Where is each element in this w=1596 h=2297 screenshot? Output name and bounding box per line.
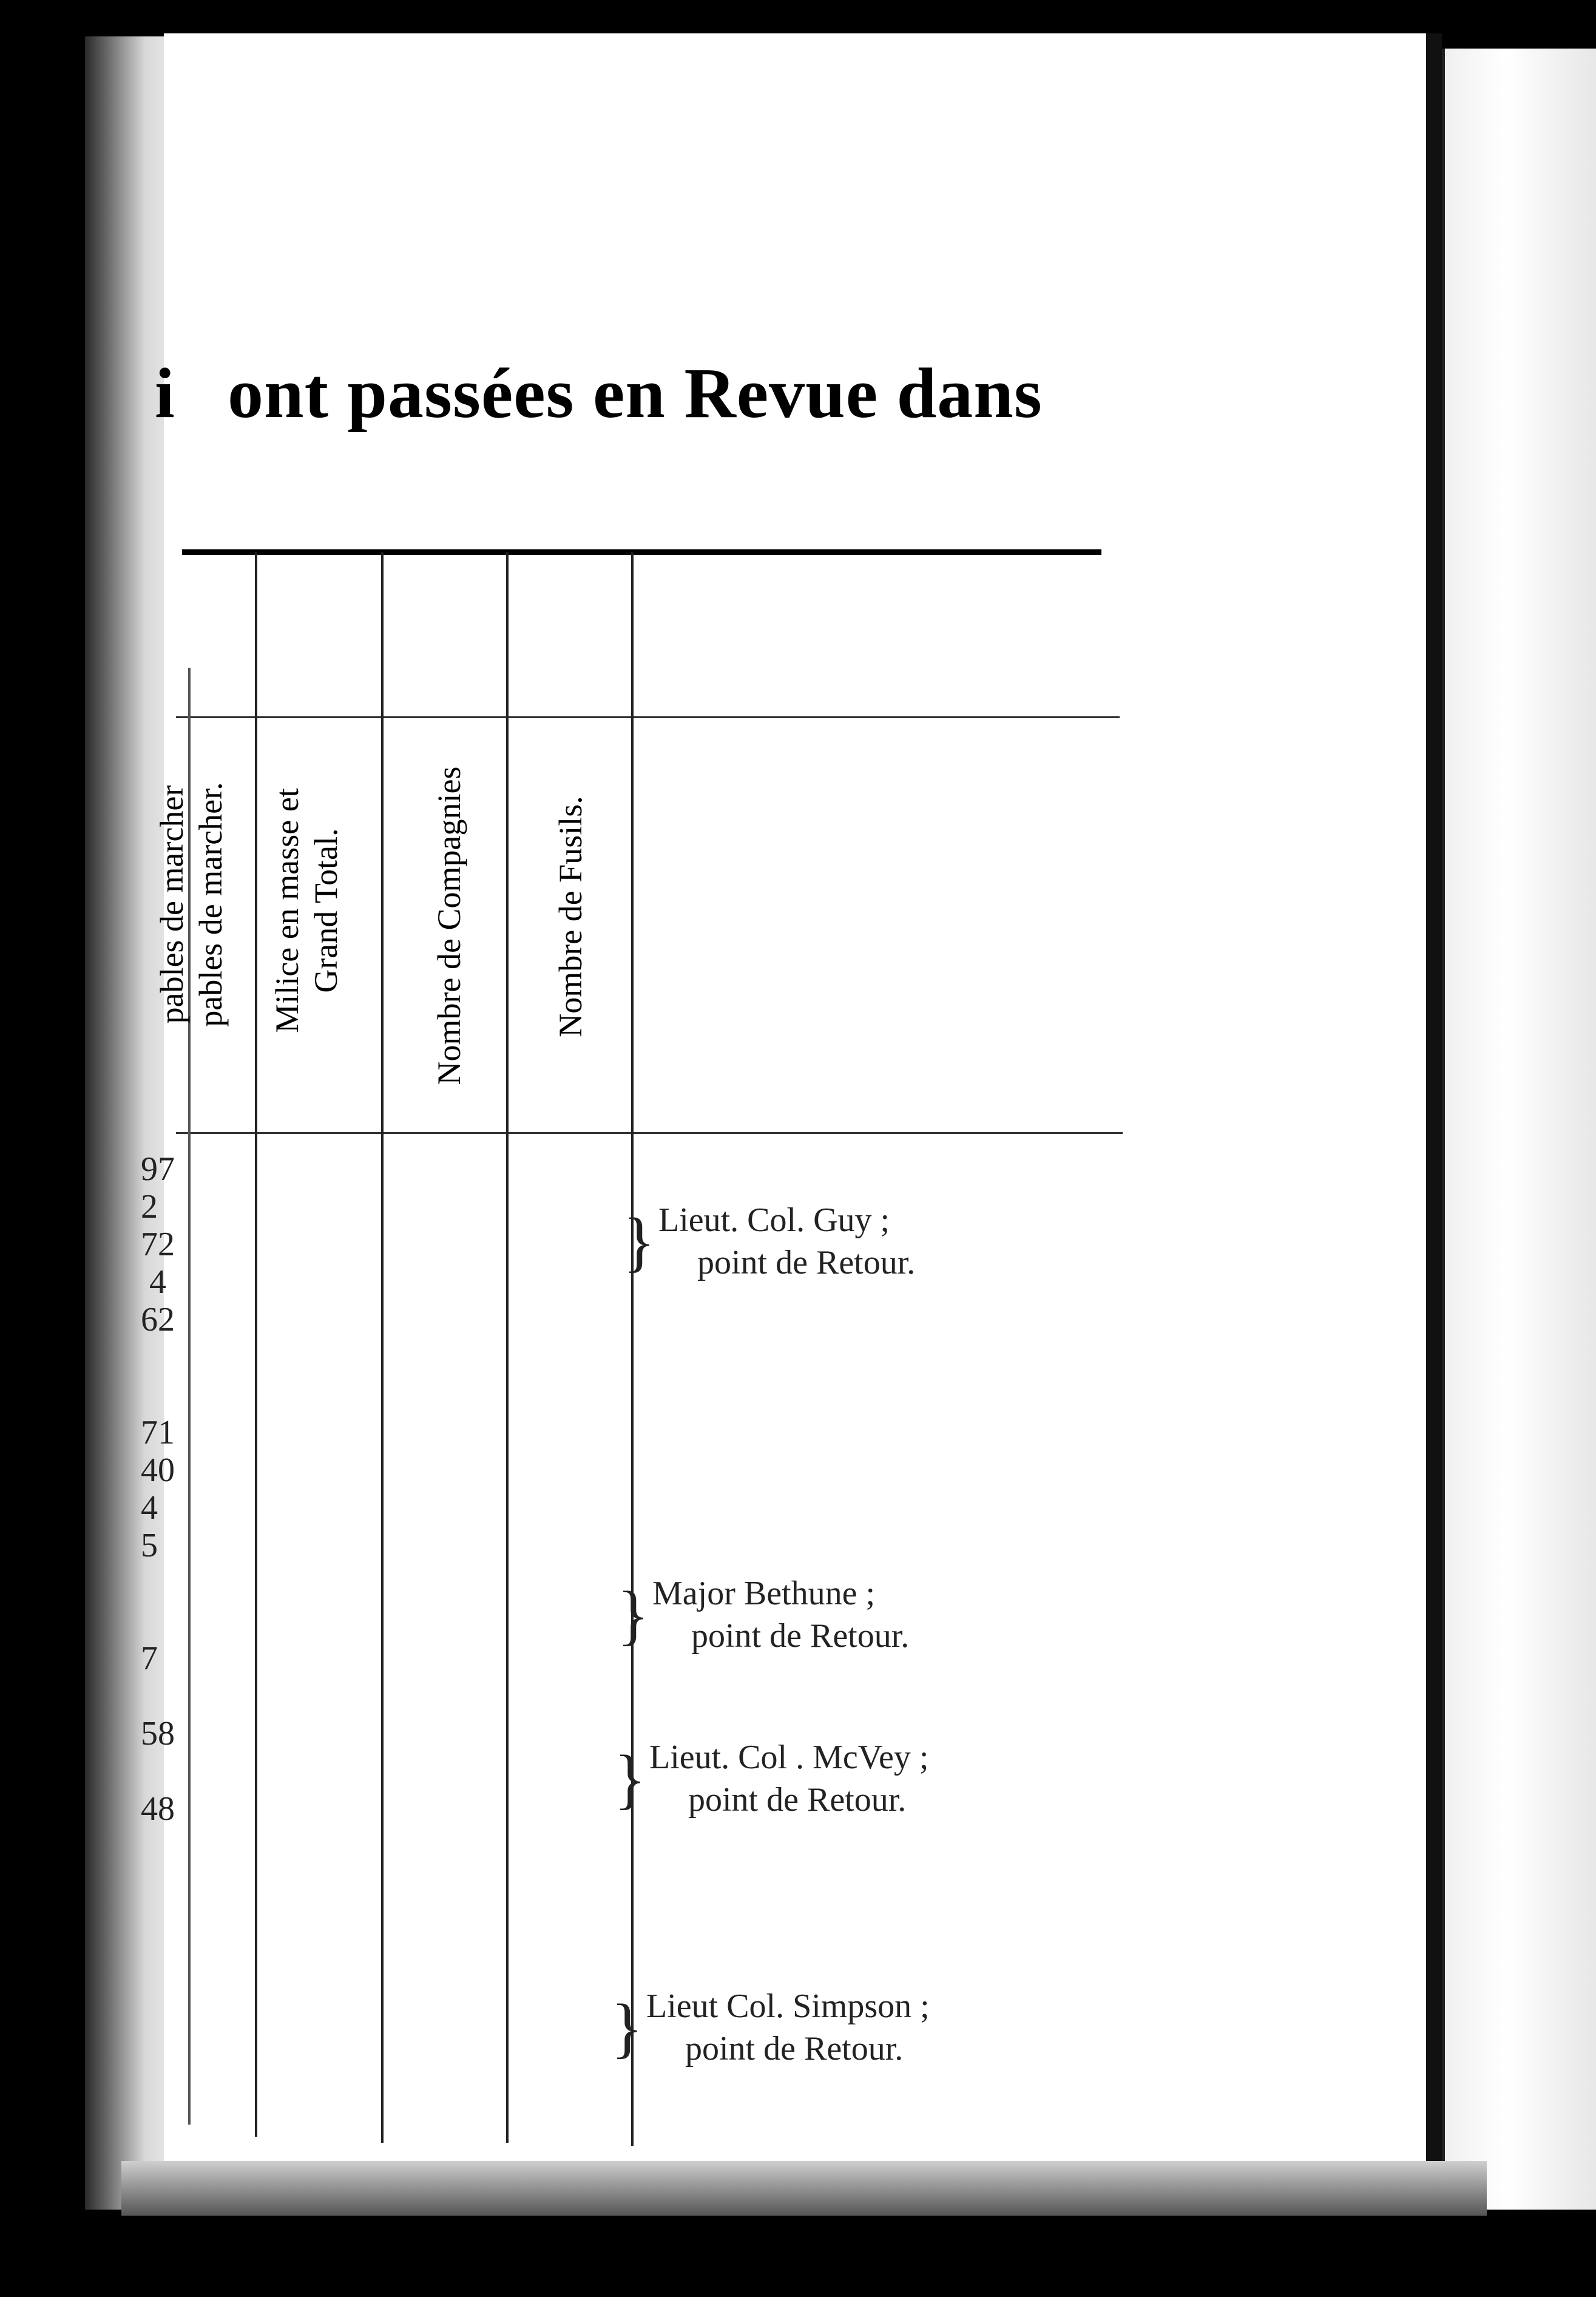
column-divider-1 — [255, 552, 257, 2137]
margin-number: 4 — [149, 1263, 166, 1301]
margin-number: 8 — [158, 1790, 175, 1828]
margin-number: 9 — [141, 1150, 158, 1188]
margin-number: 4 — [141, 1451, 158, 1489]
note-bethune — [617, 1572, 910, 1657]
note-line2: point de Retour. — [688, 1781, 907, 1819]
note-mcvey — [614, 1736, 929, 1821]
note-line1: Lieut. Col. Guy ; — [658, 1201, 890, 1239]
margin-number: 2 — [158, 1301, 175, 1339]
margin-numbers — [141, 1150, 201, 1828]
header-partial-column — [146, 716, 237, 1093]
margin-number: 5 — [141, 1527, 158, 1564]
column-divider-2 — [381, 552, 384, 2143]
note-simpson — [611, 1985, 930, 2070]
facing-page-edge — [1441, 49, 1596, 2210]
book-bottom-edge — [121, 2161, 1487, 2216]
title-fragment: i — [155, 353, 175, 433]
header-bottom-divider — [176, 1132, 1123, 1134]
header-fusils — [525, 728, 616, 1105]
note-guy — [623, 1199, 916, 1284]
margin-number: 0 — [158, 1451, 175, 1489]
brace-icon: } — [614, 1742, 646, 1816]
column-divider-4 — [631, 552, 634, 2146]
note-line2: point de Retour. — [691, 1617, 910, 1655]
brace-icon: } — [623, 1204, 655, 1278]
margin-number: 5 — [141, 1715, 158, 1752]
note-line1: Lieut. Col . McVey ; — [649, 1739, 929, 1776]
brace-icon: } — [611, 1990, 643, 2065]
note-line1: Lieut Col. Simpson ; — [646, 1987, 930, 2025]
margin-number: 1 — [158, 1414, 175, 1451]
header-milice — [261, 722, 352, 1099]
margin-number: 7 — [158, 1150, 175, 1188]
header-compagnies — [404, 719, 495, 1132]
margin-number: 6 — [141, 1301, 158, 1339]
margin-number: 4 — [141, 1790, 158, 1828]
top-rule — [182, 549, 1101, 555]
header-compagnies-text: Nombre de Compagnies — [431, 766, 467, 1085]
margin-number: 7 — [141, 1640, 158, 1677]
header-milice-line1: Milice en masse et — [269, 788, 305, 1033]
page-title: ont passées en Revue dans — [228, 353, 1043, 433]
margin-number: 7 — [141, 1226, 158, 1263]
margin-number: 7 — [141, 1414, 158, 1451]
header-partial-line1: pables de marcher — [154, 785, 190, 1024]
header-milice-line2: Grand Total. — [308, 828, 344, 993]
header-fusils-text: Nombre de Fusils. — [552, 796, 589, 1037]
margin-number: 8 — [158, 1715, 175, 1752]
header-top-divider — [176, 716, 1120, 718]
brace-icon: } — [617, 1578, 649, 1652]
margin-number: 4 — [141, 1489, 158, 1527]
note-line2: point de Retour. — [697, 1244, 916, 1281]
margin-number: 2 — [141, 1188, 158, 1226]
note-line1: Major Bethune ; — [652, 1575, 876, 1612]
column-divider-3 — [506, 552, 509, 2143]
margin-number: 2 — [158, 1226, 175, 1263]
header-partial-line2: pables de marcher. — [192, 782, 229, 1027]
note-line2: point de Retour. — [685, 2030, 904, 2068]
